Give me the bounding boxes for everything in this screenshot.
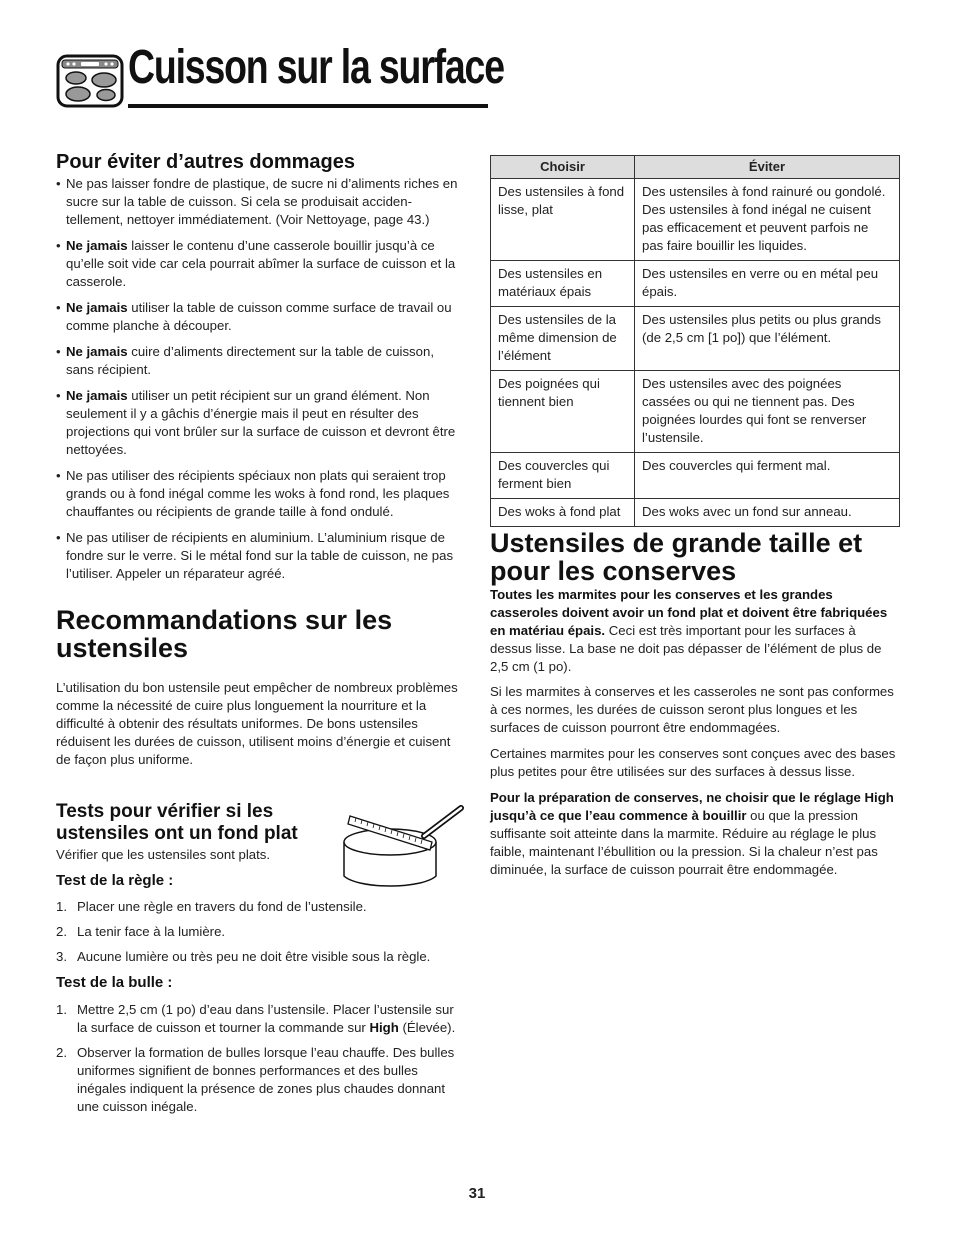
bubble-test-steps — [56, 1001, 466, 1123]
list-item: • Ne jamais laisser le contenu d’une casserole bouillir jusqu’à ce qu’elle soit vide car cela pourrait abîmer la surface de cuisson et la casserole. — [56, 237, 464, 291]
list-item: • Ne pas laisser fondre de plastique, de sucre ni d’aliments riches en sucre sur la table de cuisson. Si cela se produisait acciden-tellement, nettoyer immédiatement. (Voir Nettoyage, page 43.) — [56, 175, 464, 229]
title-underline — [128, 104, 488, 108]
section-heading-large-cookware: Ustensiles de grande taille et pour les conserves — [490, 528, 863, 586]
table-row — [491, 307, 900, 371]
page-title: Cuisson sur la surface — [128, 41, 504, 94]
list-item: 1. Mettre 2,5 cm (1 po) d’eau dans l’ustensile. Placer l’ustensile sur la surface de cuisson et tourner la commande sur High (Élevée). — [56, 1002, 456, 1035]
table-row — [491, 371, 900, 453]
large-cookware-p3: Certaines marmites pour les conserves sont conçues avec des bases plus petites pour être utilisées sur des surfaces à dessus lisse. — [490, 746, 896, 779]
list-item: • Ne jamais cuire d’aliments directement sur la table de cuisson, sans récipient. — [56, 343, 464, 379]
cell-avoid: Des ustensiles plus petits ou plus grands (de 2,5 cm [1 po]) que l’élément. — [635, 307, 900, 371]
section-heading-damages: Pour éviter d’autres dommages — [56, 151, 355, 173]
cell-choose: Des ustensiles à fond lisse, plat — [491, 179, 635, 261]
large-cookware-p2: Si les marmites à conserves et les casseroles ne sont pas conformes à ces normes, les durées de cuisson seront plus longues et les surfaces de cuisson pourront être endommagées. — [490, 684, 894, 735]
section-heading-recommendations: Recommandations sur les ustensiles — [56, 605, 393, 663]
section-heading-flat-tests: Tests pour vérifier si les ustensiles ont un fond plat — [56, 801, 298, 844]
pot-ruler-illustration — [336, 798, 466, 894]
list-item: 3. Aucune lumière ou très peu ne doit être visible sous la règle. — [56, 949, 431, 964]
cell-avoid: Des couvercles qui ferment mal. — [635, 453, 900, 499]
cooktop-icon — [56, 54, 126, 110]
large-cookware-p4: Pour la préparation de conserves, ne choisir que le réglage High jusqu’à ce que l’eau commence à bouillir ou que la pression suffisante soit atteinte dans la marmite. Réduire au réglage le plus faible, maintenant l’ébullition ou la pression. Si la chaleur n’est pas diminuée, la surface de cuisson pourrait être endommagée. — [490, 790, 894, 877]
table-row — [491, 453, 900, 499]
list-item: 2. Observer la formation de bulles lorsque l’eau chauffe. Des bulles uniformes signifient de bonnes performances et des bulles inégales indiquent la présence de zones plus chaudes donnant une cuisson inégale. — [56, 1045, 455, 1114]
table-header-row — [491, 156, 900, 179]
cell-choose: Des ustensiles en matériaux épais — [491, 261, 635, 307]
page-number: 31 — [468, 1185, 486, 1202]
list-item: 1. Placer une règle en travers du fond de l’ustensile. — [56, 899, 367, 914]
table-row — [491, 499, 900, 527]
list-item: • Ne jamais utiliser la table de cuisson comme surface de travail ou comme planche à découper. — [56, 299, 464, 335]
cell-choose: Des ustensiles de la même dimension de l’élément — [491, 307, 635, 371]
cell-avoid: Des ustensiles en verre ou en métal peu épais. — [635, 261, 900, 307]
cell-avoid: Des woks avec un fond sur anneau. — [635, 499, 900, 527]
cell-choose: Des woks à fond plat — [491, 499, 635, 527]
ruler-test-steps — [56, 898, 466, 973]
bubble-test-heading: Test de la bulle : — [56, 974, 173, 991]
recommendations-paragraph: L’utilisation du bon ustensile peut empêcher de nombreux problèmes comme la nécessité de cuire plus longuement la nourriture et la difficulté à obtenir des résultats uniformes. De bons ustensiles réduisent les durées de cuisson, utilisent moins d’énergie et cuisent de façon plus uniforme. — [56, 680, 458, 767]
column-header-avoid: Éviter — [635, 156, 900, 179]
flat-tests-intro: Vérifier que les ustensiles sont plats. — [56, 847, 271, 862]
large-cookware-p1: Toutes les marmites pour les conserves et les grandes casseroles doivent avoir un fond plat et doivent être fabriquées en matériau épais. Ceci est très important pour les surfaces à dessus lisse. La base ne doit pas dépasser de l’élément de plus de 2,5 cm (1 po). — [490, 587, 888, 674]
list-item: • Ne jamais utiliser un petit récipient sur un grand élément. Non seulement il y a gâchis d’énergie mais il peut en résulter des projections qui vont brûler sur la surface de cuisson et devront être nettoyées. — [56, 387, 464, 459]
table-row — [491, 261, 900, 307]
list-item: • Ne pas utiliser de récipients en aluminium. L’aluminium risque de fondre sur le verre. Si le métal fond sur la table de cuisson, ne pas l’utiliser. Appeler un réparateur agréé. — [56, 529, 464, 583]
cell-choose: Des poignées qui tiennent bien — [491, 371, 635, 453]
cell-avoid: Des ustensiles avec des poignées cassées ou qui ne tiennent pas. Des poignées lourdes qui font se renverser l’ustensile. — [635, 371, 900, 453]
column-header-choose: Choisir — [491, 156, 635, 179]
table-row — [491, 179, 900, 261]
cell-avoid: Des ustensiles à fond rainuré ou gondolé. Des ustensiles à fond inégal ne cuisent pas efficacement et peuvent parfois ne pas faire bouillir les liquides. — [635, 179, 900, 261]
list-item: • Ne pas utiliser des récipients spéciaux non plats qui seraient trop grands ou à fond inégal comme les woks à fond rond, les plaques chauffantes ou récipients de grande taille à fond ondulé. — [56, 467, 464, 521]
damages-list — [56, 175, 464, 591]
cookware-table — [490, 155, 900, 527]
cell-choose: Des couvercles qui ferment bien — [491, 453, 635, 499]
list-item: 2. La tenir face à la lumière. — [56, 924, 226, 939]
ruler-test-heading: Test de la règle : — [56, 872, 174, 889]
